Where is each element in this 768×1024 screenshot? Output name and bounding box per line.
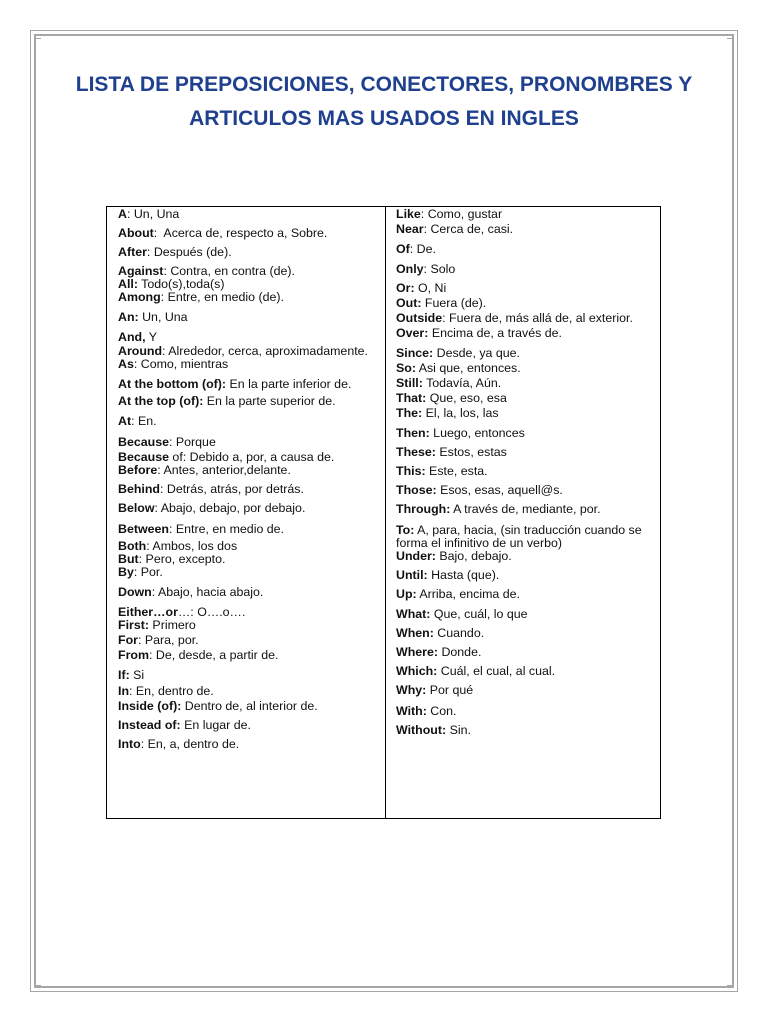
vocabulary-term: Between: [118, 521, 169, 536]
vocabulary-term: Among: [118, 290, 161, 305]
vocabulary-separator: :: [126, 207, 131, 221]
vocabulary-definition: Contra, en contra (de).: [166, 263, 295, 278]
vocabulary-definition: Cuando.: [433, 625, 485, 640]
page-title-line-1: LISTA DE PREPOSICIONES, CONECTORES, PRONOMBRES Y: [75, 73, 693, 96]
corner-mark-bottom-left: [34, 979, 41, 986]
vocabulary-separator: :: [133, 356, 138, 371]
vocabulary-entry: [396, 465, 652, 478]
vocabulary-separator: :: [160, 482, 164, 497]
vocabulary-definition: Entre, en medio de.: [172, 521, 285, 536]
vocabulary-entry: [118, 700, 377, 713]
vocabulary-term: To:: [396, 522, 415, 537]
vocabulary-definition: Alrededor, cerca, aproximadamente.: [165, 343, 368, 358]
vocabulary-separator: :: [423, 261, 427, 276]
vocabulary-separator: :: [131, 414, 135, 429]
vocabulary-definition: En, a, dentro de.: [144, 737, 240, 752]
vocabulary-definition: O….o….: [193, 604, 246, 619]
vocabulary-entry: [118, 395, 377, 408]
vocabulary-separator: :: [154, 501, 158, 516]
vocabulary-term: Around: [118, 343, 163, 358]
vocabulary-definition: Y: [145, 330, 158, 345]
vocabulary-term: Out:: [396, 296, 422, 311]
vocabulary-entry: [396, 550, 652, 563]
vocabulary-separator: …:: [177, 604, 194, 619]
vocabulary-term: Or:: [396, 280, 415, 295]
vocabulary-term: First:: [118, 617, 149, 632]
vocabulary-definition: Que, eso, esa: [426, 391, 507, 406]
vocabulary-definition: Este, esta.: [425, 464, 488, 479]
vocabulary-definition: Fuera de, más allá de, al exterior.: [445, 311, 633, 326]
vocabulary-entry: [118, 685, 377, 698]
vocabulary-term: Below: [118, 501, 155, 516]
vocabulary-term: That:: [396, 391, 427, 406]
vocabulary-entry: [118, 619, 377, 632]
vocabulary-entry: [396, 484, 652, 497]
vocabulary-separator: :: [138, 552, 143, 567]
vocabulary-separator: :: [146, 538, 150, 553]
vocabulary-definition: Detrás, atrás, por detrás.: [163, 482, 304, 497]
vocabulary-definition: De, desde, a partir de.: [152, 648, 279, 663]
vocabulary-definition: A través de, mediante, por.: [450, 502, 601, 517]
vocabulary-term: Since:: [396, 345, 434, 360]
vocabulary-definition: Para, por.: [141, 633, 199, 648]
vocabulary-entry: [118, 586, 377, 599]
vocabulary-term: What:: [396, 606, 431, 621]
vocabulary-term: The:: [396, 406, 423, 421]
vocabulary-separator: :: [162, 343, 166, 358]
vocabulary-entry: [118, 738, 377, 751]
vocabulary-entry: [396, 724, 652, 737]
vocabulary-entry: [396, 263, 652, 276]
vocabulary-term: Down: [118, 585, 152, 600]
vocabulary-term: Under:: [396, 549, 436, 564]
vocabulary-term: Against: [118, 263, 164, 278]
vocabulary-entry: [396, 427, 652, 440]
vocabulary-separator: :: [129, 683, 133, 698]
vocabulary-entry: [396, 297, 652, 310]
vocabulary-definition: Por.: [137, 565, 163, 580]
vocabulary-definition: Esos, esas, aquell@s.: [436, 483, 563, 498]
vocabulary-term: Through:: [396, 502, 451, 517]
vocabulary-entry: [118, 669, 377, 682]
vocabulary-entry: [118, 436, 377, 449]
vocabulary-definition: O, Ni: [414, 280, 447, 295]
vocabulary-entry: [396, 392, 652, 405]
vocabulary-definition: Un, Una: [130, 207, 180, 221]
vocabulary-definition: Hasta (que).: [427, 568, 500, 583]
vocabulary-definition: En lugar de.: [180, 718, 251, 733]
vocabulary-entry: [118, 246, 377, 259]
vocabulary-term: Those:: [396, 483, 437, 498]
vocabulary-entry: [118, 634, 377, 647]
vocabulary-entry: [396, 646, 652, 659]
vocabulary-definition: En.: [134, 414, 157, 429]
vocabulary-definition: Si: [129, 668, 145, 683]
vocabulary-definition: Estos, estas: [435, 444, 507, 459]
vocabulary-definition: Encima de, a través de.: [428, 326, 562, 341]
vocabulary-entry: [118, 566, 377, 579]
vocabulary-term: Because: [118, 434, 169, 449]
vocabulary-definition: Asi que, entonces.: [415, 360, 521, 375]
vocabulary-separator: :: [133, 565, 138, 580]
vocabulary-definition: Después (de).: [150, 245, 232, 260]
vocabulary-entry: [396, 569, 652, 582]
vocabulary-term: And,: [118, 330, 146, 345]
vocabulary-separator: :: [168, 434, 173, 449]
vocabulary-definition: En la parte superior de.: [203, 394, 336, 409]
vocabulary-separator: :: [160, 290, 165, 305]
vocabulary-entry: [396, 362, 652, 375]
vocabulary-definition: Bajo, debajo.: [435, 549, 512, 564]
vocabulary-entry: [396, 407, 652, 420]
vocabulary-term: Outside: [396, 311, 443, 326]
vocabulary-entry: [118, 415, 377, 428]
vocabulary-term: Still:: [396, 376, 423, 391]
vocabulary-term: After: [118, 245, 147, 260]
vocabulary-separator: :: [157, 463, 161, 478]
vocabulary-term: At: [118, 414, 132, 429]
vocabulary-definition: Como, gustar: [424, 207, 503, 221]
vocabulary-term: If:: [118, 668, 130, 683]
vocabulary-term: Then:: [396, 425, 430, 440]
vocabulary-term: Which:: [396, 664, 438, 679]
vocabulary-definition: Todo(s),toda(s): [137, 276, 225, 291]
vocabulary-term: This:: [396, 464, 426, 479]
vocabulary-definition: Como, mientras: [137, 356, 229, 371]
vocabulary-definition: Solo: [427, 261, 456, 276]
vocabulary-entry: [118, 227, 377, 240]
vocabulary-definition: Entre, en medio (de).: [164, 290, 284, 305]
vocabulary-term: As: [118, 356, 134, 371]
vocabulary-definition: Abajo, hacia abajo.: [155, 585, 264, 600]
vocabulary-definition: En, dentro de.: [132, 683, 214, 698]
vocabulary-term: Until:: [396, 568, 428, 583]
vocabulary-term: About: [118, 226, 154, 241]
vocabulary-definition: Dentro de, al interior de.: [181, 698, 318, 713]
vocabulary-term: Where:: [396, 645, 438, 660]
vocabulary-definition: Cuál, el cual, al cual.: [437, 664, 556, 679]
vocabulary-entry: [396, 282, 652, 295]
vocabulary-entry: [396, 524, 652, 550]
vocabulary-entry: [396, 377, 652, 390]
vocabulary-term: From: [118, 648, 149, 663]
vocabulary-term: With:: [396, 703, 427, 718]
vocabulary-entry: [396, 347, 652, 360]
vocabulary-entry: [118, 483, 377, 496]
vocabulary-definition: Arriba, encima de.: [416, 587, 520, 602]
vocabulary-term: Because: [118, 449, 169, 464]
vocabulary-separator: :: [137, 633, 142, 648]
vocabulary-term: Over:: [396, 326, 429, 341]
vocabulary-entry: [118, 502, 377, 515]
page-title: [60, 68, 708, 136]
vocabulary-column-left: [107, 207, 386, 818]
vocabulary-entry: [396, 446, 652, 459]
vocabulary-entry: [396, 588, 652, 601]
vocabulary-separator: :: [409, 242, 414, 257]
vocabulary-separator: :: [151, 585, 156, 600]
vocabulary-entry: [118, 464, 377, 477]
vocabulary-term: When:: [396, 625, 434, 640]
vocabulary-definition: Por qué: [426, 683, 474, 698]
vocabulary-entry: [396, 627, 652, 640]
vocabulary-term: At the top (of):: [118, 394, 204, 409]
vocabulary-definition: Luego, entonces: [429, 425, 525, 440]
vocabulary-definition: Ambos, los dos: [149, 538, 238, 553]
vocabulary-definition: Donde.: [438, 645, 482, 660]
vocabulary-term: So:: [396, 360, 416, 375]
vocabulary-term: Instead of:: [118, 718, 181, 733]
vocabulary-separator: :: [423, 222, 428, 237]
vocabulary-entry: [396, 327, 652, 340]
vocabulary-separator: :: [168, 521, 173, 536]
vocabulary-term: Why:: [396, 683, 427, 698]
vocabulary-entry: [396, 608, 652, 621]
vocabulary-definition: Antes, anterior,delante.: [160, 463, 291, 478]
vocabulary-term: At the bottom (of):: [118, 377, 227, 392]
vocabulary-term: All:: [118, 276, 138, 291]
vocabulary-table: [106, 206, 661, 819]
vocabulary-column-right: [386, 207, 660, 818]
vocabulary-entry: [118, 719, 377, 732]
vocabulary-separator: :: [163, 263, 167, 278]
vocabulary-entry: [118, 311, 377, 324]
vocabulary-term: Both: [118, 538, 147, 553]
vocabulary-entry: [118, 649, 377, 662]
vocabulary-definition: Abajo, debajo, por debajo.: [157, 501, 306, 516]
vocabulary-definition: Desde, ya que.: [433, 345, 520, 360]
vocabulary-entry: [118, 291, 377, 304]
vocabulary-entry: [118, 208, 377, 221]
vocabulary-term: By: [118, 565, 134, 580]
vocabulary-entry: [118, 523, 377, 536]
corner-mark-bottom-right: [727, 979, 734, 986]
vocabulary-definition: Fuera (de).: [421, 296, 487, 311]
corner-mark-top-right: [727, 38, 734, 45]
vocabulary-separator: :: [148, 648, 153, 663]
vocabulary-term: Behind: [118, 482, 160, 497]
vocabulary-term: For: [118, 633, 138, 648]
vocabulary-term: But: [118, 552, 139, 567]
vocabulary-term: Only: [396, 261, 424, 276]
vocabulary-definition: of: Debido a, por, a causa de.: [168, 449, 335, 464]
vocabulary-term: An:: [118, 310, 139, 325]
vocabulary-definition: Todavía, Aún.: [422, 376, 502, 391]
vocabulary-term: These:: [396, 444, 436, 459]
vocabulary-definition: El, la, los, las: [422, 406, 499, 421]
vocabulary-term: Up:: [396, 587, 417, 602]
vocabulary-term: In: [118, 683, 130, 698]
vocabulary-definition: En la parte inferior de.: [226, 377, 352, 392]
vocabulary-definition: Pero, excepto.: [142, 552, 226, 567]
vocabulary-term: Without:: [396, 722, 447, 737]
vocabulary-separator: :: [140, 737, 145, 752]
corner-mark-top-left: [34, 38, 41, 45]
vocabulary-term: Before: [118, 463, 158, 478]
vocabulary-definition: Acerca de, respecto a, Sobre.: [157, 226, 328, 241]
vocabulary-definition: Primero: [148, 617, 196, 632]
vocabulary-definition: Un, Una: [138, 310, 188, 325]
vocabulary-entry: [396, 665, 652, 678]
vocabulary-entry: [396, 243, 652, 256]
vocabulary-definition: De.: [413, 242, 436, 257]
vocabulary-term: Like: [396, 207, 421, 221]
vocabulary-definition: Porque: [172, 434, 216, 449]
vocabulary-term: Near: [396, 222, 424, 237]
vocabulary-term: Inside (of):: [118, 698, 182, 713]
vocabulary-entry: [118, 358, 377, 371]
vocabulary-separator: :: [420, 207, 425, 221]
vocabulary-term: Into: [118, 737, 141, 752]
vocabulary-separator: :: [153, 226, 158, 241]
vocabulary-term: Of: [396, 242, 410, 257]
vocabulary-term: Either…or: [118, 604, 178, 619]
vocabulary-entry: [396, 684, 652, 697]
vocabulary-entry: [396, 223, 652, 236]
vocabulary-separator: :: [442, 311, 446, 326]
vocabulary-entry: [396, 312, 652, 325]
vocabulary-definition: Cerca de, casi.: [427, 222, 514, 237]
vocabulary-definition: Que, cuál, lo que: [430, 606, 528, 621]
vocabulary-entry: [396, 705, 652, 718]
vocabulary-definition: Con.: [426, 703, 457, 718]
vocabulary-term: A: [118, 207, 127, 221]
page-title-line-2: ARTICULOS MAS USADOS EN INGLES: [189, 107, 579, 130]
vocabulary-separator: :: [146, 245, 151, 260]
vocabulary-entry: [396, 503, 652, 516]
vocabulary-entry: [396, 208, 652, 221]
vocabulary-definition: Sin.: [446, 722, 471, 737]
vocabulary-definition: A, para, hacia, (sin traducción cuando se forma el infinitivo de un verbo): [396, 522, 646, 550]
vocabulary-entry: [118, 378, 377, 391]
